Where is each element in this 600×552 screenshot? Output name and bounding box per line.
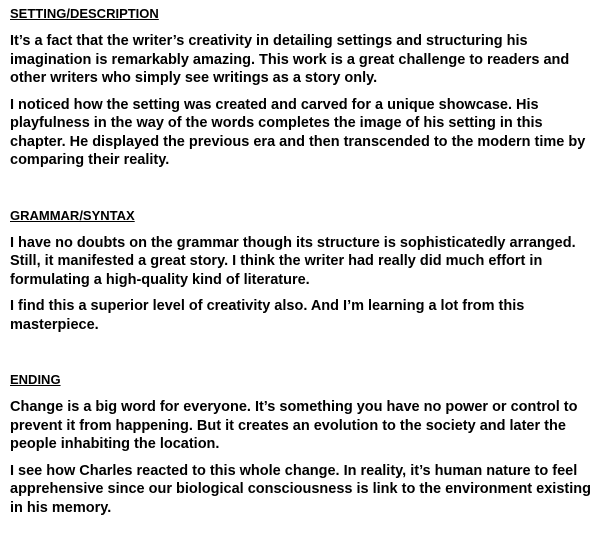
section-heading: GRAMMAR/SYNTAX bbox=[10, 207, 135, 223]
section-grammar-syntax bbox=[10, 208, 594, 335]
paragraph: Change is a big word for everyone. It’s something you have no power or control to prevent it from happening. But it creates an evolution to the society and later the people inhabiting the location. bbox=[10, 399, 578, 452]
paragraph: I have no doubts on the grammar though its structure is sophisticatedly arranged. Still, it manifested a great story. I think the writer had really did much effort in formulating a high-quality kind of literature. bbox=[10, 234, 576, 288]
paragraph: I see how Charles reacted to this whole change. In reality, it’s human nature to feel apprehensive since our biological consciousness is link to the environment existing in his memory. bbox=[10, 462, 591, 516]
paragraph: It’s a fact that the writer’s creativity in detailing settings and structuring his imagination is remarkably amazing. This work is a great challenge to readers and other writers who simply see writings as a story only. bbox=[10, 33, 570, 86]
paragraph: I noticed how the setting was created and carved for a unique showcase. His playfulness in the way of the words completes the image of his setting in this chapter. He displayed the previous era and then transcended to the modern time by comparing their reality. bbox=[10, 96, 586, 168]
section-setting-description bbox=[10, 6, 594, 170]
section-spacer bbox=[10, 178, 594, 208]
section-ending bbox=[10, 372, 594, 517]
section-heading: SETTING/DESCRIPTION bbox=[10, 6, 159, 21]
section-heading: ENDING bbox=[10, 372, 61, 387]
section-spacer bbox=[10, 342, 594, 372]
paragraph: I find this a superior level of creativity also. And I’m learning a lot from this masterpiece. bbox=[10, 298, 525, 333]
document bbox=[10, 6, 594, 525]
